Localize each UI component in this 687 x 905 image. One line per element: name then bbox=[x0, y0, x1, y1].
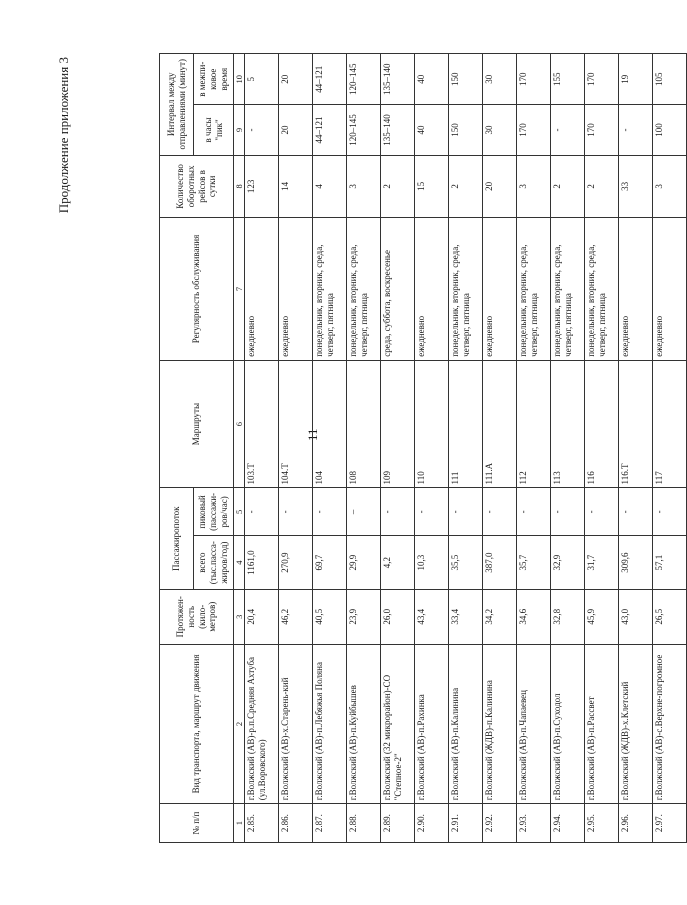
flow-total: 10,3 bbox=[415, 536, 449, 590]
route-code: 117 bbox=[653, 360, 687, 488]
route-description: г.Волжский (АВ)-х.Старень-кий bbox=[279, 644, 313, 804]
route-description: г.Волжский (АВ)-п.Калинина bbox=[449, 644, 483, 804]
table-row bbox=[551, 54, 585, 843]
interval-peak: 120–145 bbox=[347, 105, 381, 155]
header-flow-total: всего (тыс.пасса-жиров/год) bbox=[194, 536, 234, 590]
route-length: 26,0 bbox=[381, 589, 415, 644]
header-trips: Количество оборотных рейсов в сутки bbox=[160, 155, 234, 218]
table-row bbox=[585, 54, 619, 843]
row-number: 2.90. bbox=[415, 804, 449, 843]
routes-table-body bbox=[245, 54, 687, 843]
route-description: г.Волжский (АВ)-п.Рассвет bbox=[585, 644, 619, 804]
route-length: 32,8 bbox=[551, 589, 585, 644]
trips-count: 2 bbox=[551, 155, 585, 218]
header-length: Протяжен-ность (кило-метров) bbox=[160, 589, 234, 644]
appendix-subtitle: Продолжение приложения 3 bbox=[56, 57, 71, 214]
trips-count: 2 bbox=[381, 155, 415, 218]
route-description: г.Волжский (АВ)-п.Суходол bbox=[551, 644, 585, 804]
regularity: среда, суббота, воскресенье bbox=[381, 218, 415, 361]
header-flow-peak: пиковый (пассажи-ров/час) bbox=[194, 488, 234, 536]
route-length: 43,4 bbox=[415, 589, 449, 644]
table-row bbox=[381, 54, 415, 843]
flow-peak: - bbox=[449, 488, 483, 536]
column-number: 7 bbox=[234, 218, 245, 361]
column-number: 2 bbox=[234, 644, 245, 804]
table-row bbox=[653, 54, 687, 843]
header-num: № п/п bbox=[160, 804, 234, 843]
flow-peak: - bbox=[313, 488, 347, 536]
interval-offpeak: 170 bbox=[585, 54, 619, 105]
flow-peak: - bbox=[279, 488, 313, 536]
row-number: 2.91. bbox=[449, 804, 483, 843]
route-code: 116 bbox=[585, 360, 619, 488]
flow-total: 387,0 bbox=[483, 536, 517, 590]
interval-peak: 20 bbox=[279, 105, 313, 155]
flow-peak: - bbox=[653, 488, 687, 536]
flow-peak: – bbox=[347, 488, 381, 536]
route-length: 46,2 bbox=[279, 589, 313, 644]
row-number: 2.94. bbox=[551, 804, 585, 843]
interval-peak: 170 bbox=[585, 105, 619, 155]
table-row bbox=[483, 54, 517, 843]
regularity: понедельник, вторник, среда, четверг, пятница bbox=[517, 218, 551, 361]
interval-offpeak: 170 bbox=[517, 54, 551, 105]
route-description: г.Волжский (АВ)-р.п.Средняя Ахтуба (ул.Воровского) bbox=[245, 644, 279, 804]
page-number: 11 bbox=[305, 428, 320, 441]
flow-total: 31,7 bbox=[585, 536, 619, 590]
column-number: 4 bbox=[234, 536, 245, 590]
flow-total: 29,9 bbox=[347, 536, 381, 590]
row-number: 2.96. bbox=[619, 804, 653, 843]
row-number: 2.88. bbox=[347, 804, 381, 843]
route-code: 110 bbox=[415, 360, 449, 488]
route-length: 33,4 bbox=[449, 589, 483, 644]
regularity: понедельник, вторник, среда, четверг, пятница bbox=[313, 218, 347, 361]
flow-peak: - bbox=[619, 488, 653, 536]
column-number: 3 bbox=[234, 589, 245, 644]
table-row bbox=[415, 54, 449, 843]
table-row bbox=[619, 54, 653, 843]
flow-total: 57,1 bbox=[653, 536, 687, 590]
header-route-desc: Вид транспорта, маршрут движения bbox=[160, 644, 234, 804]
header-routes: Маршруты bbox=[160, 360, 234, 488]
header-interval: Интервал между отправлениями (минут) bbox=[160, 54, 194, 156]
header-regularity: Регулярность обслуживания bbox=[160, 218, 234, 361]
flow-peak: - bbox=[517, 488, 551, 536]
trips-count: 4 bbox=[313, 155, 347, 218]
header-interval-peak: в часы "пик" bbox=[194, 105, 234, 155]
flow-peak: - bbox=[381, 488, 415, 536]
row-number: 2.93. bbox=[517, 804, 551, 843]
regularity: понедельник, вторник, среда, четверг, пятница bbox=[347, 218, 381, 361]
flow-total: 35,7 bbox=[517, 536, 551, 590]
row-number: 2.87. bbox=[313, 804, 347, 843]
interval-offpeak: 30 bbox=[483, 54, 517, 105]
interval-offpeak: 20 bbox=[279, 54, 313, 105]
route-description: г.Волжский (АВ)-с.Верхне-погромное bbox=[653, 644, 687, 804]
interval-offpeak: 5 bbox=[245, 54, 279, 105]
regularity: ежедневно bbox=[483, 218, 517, 361]
routes-table bbox=[159, 53, 687, 843]
trips-count: 2 bbox=[585, 155, 619, 218]
trips-count: 15 bbox=[415, 155, 449, 218]
trips-count: 123 bbox=[245, 155, 279, 218]
regularity: ежедневно bbox=[415, 218, 449, 361]
trips-count: 14 bbox=[279, 155, 313, 218]
interval-offpeak: 135–140 bbox=[381, 54, 415, 105]
column-number: 1 bbox=[234, 804, 245, 843]
regularity: понедельник, вторник, среда, четверг, пятница bbox=[585, 218, 619, 361]
route-code: 103.Т bbox=[245, 360, 279, 488]
table-row bbox=[279, 54, 313, 843]
route-code: 104.Т bbox=[279, 360, 313, 488]
route-length: 34,6 bbox=[517, 589, 551, 644]
route-length: 43,0 bbox=[619, 589, 653, 644]
flow-total: 69,7 bbox=[313, 536, 347, 590]
interval-peak: - bbox=[551, 105, 585, 155]
route-length: 23,9 bbox=[347, 589, 381, 644]
flow-total: 4,2 bbox=[381, 536, 415, 590]
table-row bbox=[449, 54, 483, 843]
column-number: 8 bbox=[234, 155, 245, 218]
column-number: 6 bbox=[234, 360, 245, 488]
regularity: ежедневно bbox=[245, 218, 279, 361]
interval-peak: 170 bbox=[517, 105, 551, 155]
regularity: ежедневно bbox=[279, 218, 313, 361]
interval-peak: 135–140 bbox=[381, 105, 415, 155]
row-number: 2.85. bbox=[245, 804, 279, 843]
interval-offpeak: 105 bbox=[653, 54, 687, 105]
trips-count: 3 bbox=[347, 155, 381, 218]
interval-offpeak: 155 bbox=[551, 54, 585, 105]
rotated-document bbox=[56, 53, 665, 843]
flow-total: 270,9 bbox=[279, 536, 313, 590]
interval-peak: 40 bbox=[415, 105, 449, 155]
route-description: г.Волжский (АВ)-п.Рахинка bbox=[415, 644, 449, 804]
trips-count: 3 bbox=[653, 155, 687, 218]
flow-peak: - bbox=[483, 488, 517, 536]
row-number: 2.95. bbox=[585, 804, 619, 843]
interval-peak: 100 bbox=[653, 105, 687, 155]
route-description: г.Волжский (АВ)-п.Лебяжья Поляна bbox=[313, 644, 347, 804]
interval-offpeak: 44–121 bbox=[313, 54, 347, 105]
interval-peak: - bbox=[245, 105, 279, 155]
route-code: 111.А bbox=[483, 360, 517, 488]
route-length: 40,5 bbox=[313, 589, 347, 644]
route-description: г.Волжский (АВ)-п.Чапаевец bbox=[517, 644, 551, 804]
flow-total: 35,5 bbox=[449, 536, 483, 590]
interval-peak: 150 bbox=[449, 105, 483, 155]
row-number: 2.86. bbox=[279, 804, 313, 843]
table-row bbox=[517, 54, 551, 843]
route-length: 34,2 bbox=[483, 589, 517, 644]
interval-peak: 44–121 bbox=[313, 105, 347, 155]
interval-peak: - bbox=[619, 105, 653, 155]
regularity: ежедневно bbox=[619, 218, 653, 361]
route-code: 104 bbox=[313, 360, 347, 488]
trips-count: 3 bbox=[517, 155, 551, 218]
table-row bbox=[347, 54, 381, 843]
trips-count: 20 bbox=[483, 155, 517, 218]
regularity: понедельник, вторник, среда, четверг, пятница bbox=[551, 218, 585, 361]
interval-offpeak: 150 bbox=[449, 54, 483, 105]
route-code: 112 bbox=[517, 360, 551, 488]
table-row bbox=[245, 54, 279, 843]
route-code: 116.Т bbox=[619, 360, 653, 488]
flow-peak: - bbox=[245, 488, 279, 536]
route-description: г.Волжский (ЖДВ)-п.Калинина bbox=[483, 644, 517, 804]
flow-total: 309,6 bbox=[619, 536, 653, 590]
regularity: понедельник, вторник, среда, четверг, пятница bbox=[449, 218, 483, 361]
flow-total: 32,9 bbox=[551, 536, 585, 590]
row-number: 2.92. bbox=[483, 804, 517, 843]
flow-peak: - bbox=[415, 488, 449, 536]
flow-peak: - bbox=[551, 488, 585, 536]
table-row bbox=[313, 54, 347, 843]
row-number: 2.89. bbox=[381, 804, 415, 843]
flow-peak: - bbox=[585, 488, 619, 536]
route-description: г.Волжский (32 микрорайон)-СО "Степное-2" bbox=[381, 644, 415, 804]
interval-offpeak: 120–145 bbox=[347, 54, 381, 105]
regularity: ежедневно bbox=[653, 218, 687, 361]
column-number: 5 bbox=[234, 488, 245, 536]
route-length: 26,5 bbox=[653, 589, 687, 644]
header-passenger-flow: Пассажиропоток bbox=[160, 488, 194, 589]
interval-peak: 30 bbox=[483, 105, 517, 155]
interval-offpeak: 40 bbox=[415, 54, 449, 105]
route-code: 108 bbox=[347, 360, 381, 488]
interval-offpeak: 19 bbox=[619, 54, 653, 105]
column-number: 10 bbox=[234, 54, 245, 105]
flow-total: 1161,0 bbox=[245, 536, 279, 590]
row-number: 2.97. bbox=[653, 804, 687, 843]
route-code: 109 bbox=[381, 360, 415, 488]
route-code: 113 bbox=[551, 360, 585, 488]
trips-count: 33 bbox=[619, 155, 653, 218]
route-length: 45,9 bbox=[585, 589, 619, 644]
trips-count: 2 bbox=[449, 155, 483, 218]
header-interval-offpeak: в межпи-ковое время bbox=[194, 54, 234, 105]
route-length: 20,4 bbox=[245, 589, 279, 644]
column-number: 9 bbox=[234, 105, 245, 155]
route-code: 111 bbox=[449, 360, 483, 488]
route-description: г.Волжский (ЖДВ)-х.Клетский bbox=[619, 644, 653, 804]
route-description: г.Волжский (АВ)-п.Куйбышев bbox=[347, 644, 381, 804]
